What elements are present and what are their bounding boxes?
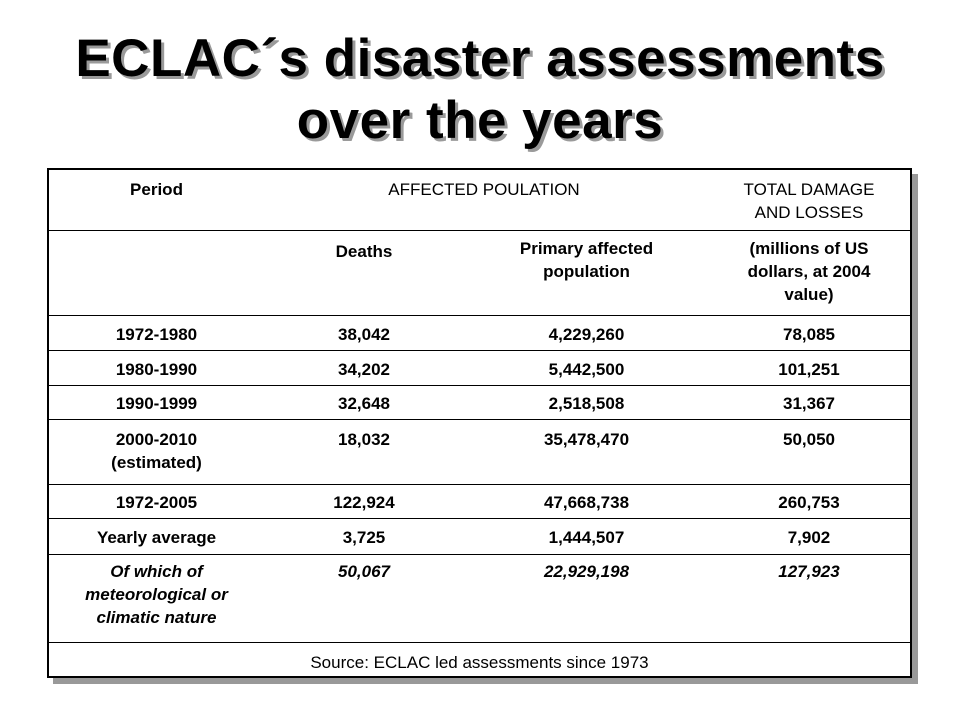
cell-deaths: 122,924 <box>333 493 395 512</box>
header-total-damage: TOTAL DAMAGE AND LOSSES <box>743 180 875 222</box>
cell-affected: 1,444,507 <box>548 528 625 547</box>
header-affected-population: AFFECTED POULATION <box>388 180 580 199</box>
disaster-assessment-table <box>47 168 912 678</box>
subheader-primary-affected: Primary affected population <box>519 239 654 281</box>
cell-deaths: 32,648 <box>338 394 390 413</box>
cell-affected: 5,442,500 <box>548 360 625 379</box>
cell-damage: 101,251 <box>778 360 840 379</box>
cell-period: Yearly average <box>96 528 217 547</box>
header-period: Period <box>130 180 183 199</box>
cell-damage: 7,902 <box>787 528 831 547</box>
row-divider <box>49 419 910 420</box>
cell-period: 1980-1990 <box>115 360 198 379</box>
cell-affected: 22,929,198 <box>543 562 630 581</box>
row-divider <box>49 484 910 485</box>
cell-damage: 31,367 <box>783 394 835 413</box>
title-line-2: over the years <box>296 91 664 150</box>
cell-period: 1972-1980 <box>115 325 198 344</box>
cell-deaths: 38,042 <box>338 325 390 344</box>
cell-period: 1972-2005 <box>115 493 198 512</box>
row-divider <box>49 315 910 316</box>
subheader-deaths: Deaths <box>335 242 393 261</box>
cell-damage: 260,753 <box>778 493 840 512</box>
cell-period: 2000-2010 (estimated) <box>111 430 202 472</box>
cell-deaths: 34,202 <box>338 360 390 379</box>
cell-affected: 47,668,738 <box>543 493 630 512</box>
page-title <box>0 28 960 152</box>
title-line-1: ECLAC´s disaster assessments <box>75 29 885 88</box>
cell-period: 1990-1999 <box>115 394 198 413</box>
row-divider <box>49 554 910 555</box>
row-divider <box>49 385 910 386</box>
row-divider <box>49 350 910 351</box>
subheader-units: (millions of US dollars, at 2004 value) <box>747 239 871 304</box>
cell-deaths: 3,725 <box>342 528 386 547</box>
cell-period: Of which of meteorological or climatic nature <box>85 562 228 627</box>
cell-damage: 50,050 <box>783 430 835 449</box>
cell-deaths: 50,067 <box>338 562 390 581</box>
row-divider <box>49 230 910 231</box>
cell-damage: 127,923 <box>778 562 840 581</box>
cell-deaths: 18,032 <box>338 430 390 449</box>
cell-affected: 35,478,470 <box>543 430 630 449</box>
cell-affected: 4,229,260 <box>548 325 625 344</box>
cell-damage: 78,085 <box>783 325 835 344</box>
row-divider <box>49 642 910 643</box>
row-divider <box>49 518 910 519</box>
cell-affected: 2,518,508 <box>548 394 625 413</box>
source-note: Source: ECLAC led assessments since 1973 <box>310 653 649 672</box>
